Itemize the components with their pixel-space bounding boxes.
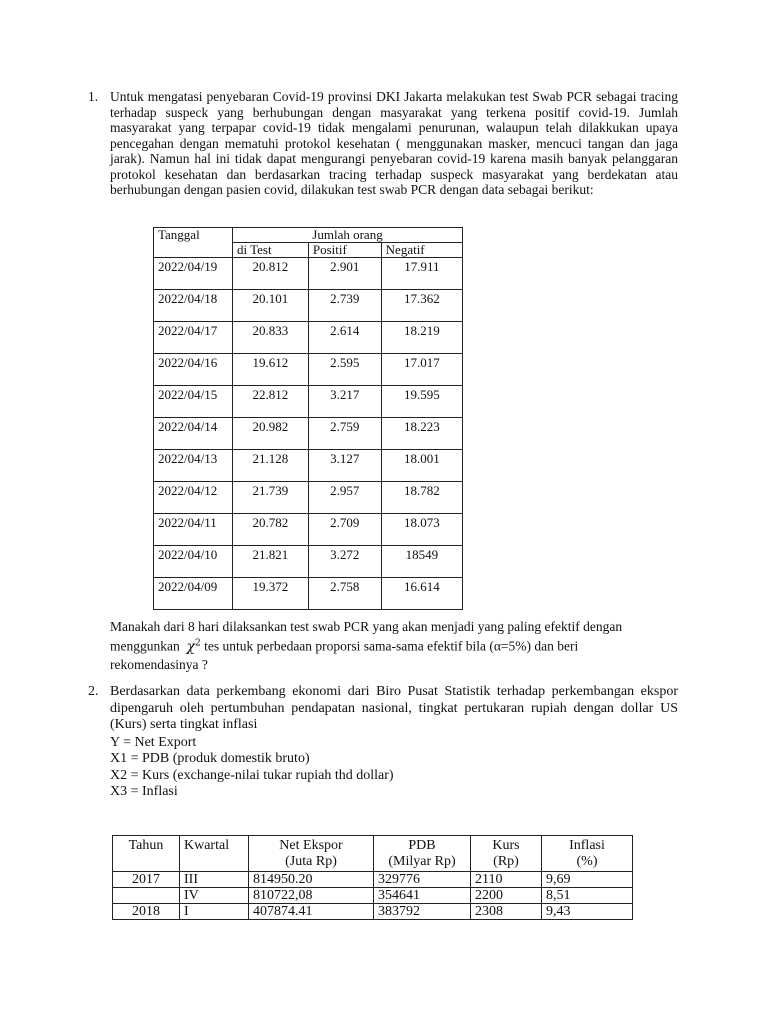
header-pdb-unit: (Milyar Rp) xyxy=(388,853,456,869)
followup-line-2-post: tes untuk perbedaan proporsi sama-sama efektif bila (α=5%) dan beri xyxy=(200,638,579,654)
header-net-ekspor-label: Net Ekspor xyxy=(279,838,343,853)
table-row xyxy=(113,888,633,904)
table-row xyxy=(154,514,463,546)
chi-square-symbol xyxy=(187,639,201,655)
cell-negative: 17.911 xyxy=(381,258,462,290)
cell-test: 20.833 xyxy=(233,322,309,354)
header-kwartal: Kwartal xyxy=(180,836,249,872)
header-net-ekspor-unit: (Juta Rp) xyxy=(285,853,337,869)
cell-positive: 2.758 xyxy=(308,578,381,610)
variable-y: Y = Net Export xyxy=(110,734,197,750)
table-row xyxy=(113,872,633,888)
cell-negative: 18.782 xyxy=(381,482,462,514)
cell-tahun: 2017 xyxy=(113,872,180,888)
cell-positive: 3.127 xyxy=(308,450,381,482)
cell-positive: 2.739 xyxy=(308,290,381,322)
chi-letter: χ xyxy=(186,638,195,655)
cell-net-ekspor: 810722,08 xyxy=(249,888,374,904)
question-1 xyxy=(88,89,678,198)
header-kurs-unit: (Rp) xyxy=(493,853,519,869)
variable-x3: X3 = Inflasi xyxy=(110,784,178,799)
cell-positive: 2.614 xyxy=(308,322,381,354)
header-kurs xyxy=(471,836,542,872)
cell-negative: 17.362 xyxy=(381,290,462,322)
followup-line-1: Manakah dari 8 hari dilaksankan test swab PCR yang akan menjadi yang paling efektif dengan xyxy=(110,619,623,634)
table-row xyxy=(154,386,463,418)
cell-kwartal: III xyxy=(180,872,249,888)
cell-date: 2022/04/14 xyxy=(154,418,233,450)
cell-negative: 17.017 xyxy=(381,354,462,386)
cell-date: 2022/04/15 xyxy=(154,386,233,418)
followup-line-3: rekomendasinya ? xyxy=(110,656,208,672)
cell-test: 20.782 xyxy=(233,514,309,546)
cell-inflasi: 8,51 xyxy=(542,888,633,904)
header-net-ekspor xyxy=(249,836,374,872)
header-negatif: Negatif xyxy=(381,243,462,258)
table-row xyxy=(154,258,463,290)
cell-date: 2022/04/16 xyxy=(154,354,233,386)
chi-exponent: 2 xyxy=(194,638,201,648)
table-row xyxy=(154,354,463,386)
header-positif: Positif xyxy=(308,243,381,258)
question-2-text: Berdasarkan data perkembang ekonomi dari Biro Pusat Statistik terhadap perkembangan ekspor dipengaruh oleh pertumbuhan pendapatan nasional, tingkat pertukaran rupiah dengan dollar US (Kurs) serta tingkat inflasi xyxy=(110,684,678,732)
table-row xyxy=(154,450,463,482)
table-row xyxy=(154,482,463,514)
cell-pdb: 354641 xyxy=(374,888,471,904)
cell-tahun xyxy=(113,888,180,904)
cell-date: 2022/04/18 xyxy=(154,290,233,322)
header-inflasi xyxy=(542,836,633,872)
cell-test: 21.739 xyxy=(233,482,309,514)
cell-date: 2022/04/11 xyxy=(154,514,233,546)
header-tanggal: Tanggal xyxy=(154,228,233,258)
table-row xyxy=(154,578,463,610)
cell-positive: 2.901 xyxy=(308,258,381,290)
cell-date: 2022/04/19 xyxy=(154,258,233,290)
variable-x1: X1 = PDB (produk domestik bruto) xyxy=(110,751,310,766)
cell-test: 20.812 xyxy=(233,258,309,290)
cell-net-ekspor: 814950.20 xyxy=(249,872,374,888)
question-1-followup xyxy=(110,618,670,673)
followup-line-2 xyxy=(110,635,670,656)
cell-positive: 3.217 xyxy=(308,386,381,418)
cell-positive: 3.272 xyxy=(308,546,381,578)
cell-date: 2022/04/17 xyxy=(154,322,233,354)
economic-data-table xyxy=(112,835,633,920)
question-1-text: Untuk mengatasi penyebaran Covid-19 provinsi DKI Jakarta melakukan test Swab PCR sebagai tracing terhadap suspeck yang berhubungan dengan masyarakat yang terkena positif covid-19. Jumlah masyarakat yang terpapar covid-19 tidak mengalami penurunan, walaupun telah dilakkukan upaya pencegahan dengan mematuhi protokol kesehatan ( menggunakan masker, mencuci tangan dan jaga jarak). Namun hal ini tidak dapat mengurangi penyebaran covid-19 karena masih banyak pelanggaran protokol kesehatan dan berdasarkan tracing terhadap suspeck masyarakat yang berdekatan atau berhubungan dengan pasien covid, dilakukan test swab PCR dengan data sebagai berikut: xyxy=(110,89,678,197)
cell-kwartal: IV xyxy=(180,888,249,904)
question-2-number: 2. xyxy=(88,684,99,699)
cell-positive: 2.709 xyxy=(308,514,381,546)
cell-negative: 18.219 xyxy=(381,322,462,354)
cell-tahun: 2018 xyxy=(113,904,180,920)
cell-positive: 2.759 xyxy=(308,418,381,450)
cell-pdb: 383792 xyxy=(374,904,471,920)
header-kurs-label: Kurs xyxy=(492,838,520,853)
header-di-test: di Test xyxy=(233,243,309,258)
cell-kurs: 2200 xyxy=(471,888,542,904)
table-row xyxy=(113,904,633,920)
cell-test: 19.372 xyxy=(233,578,309,610)
cell-kwartal: I xyxy=(180,904,249,920)
cell-test: 20.101 xyxy=(233,290,309,322)
header-inflasi-unit: (%) xyxy=(576,853,598,869)
question-1-number: 1. xyxy=(88,89,99,104)
header-jumlah-orang: Jumlah orang xyxy=(233,228,463,243)
header-pdb xyxy=(374,836,471,872)
followup-line-2-pre: menggunkan xyxy=(110,638,180,654)
cell-inflasi: 9,69 xyxy=(542,872,633,888)
variable-x2: X2 = Kurs (exchange-nilai tukar rupiah thd dollar) xyxy=(110,767,394,783)
cell-negative: 18549 xyxy=(381,546,462,578)
cell-pdb: 329776 xyxy=(374,872,471,888)
table-row xyxy=(154,418,463,450)
question-2 xyxy=(88,684,678,801)
cell-negative: 16.614 xyxy=(381,578,462,610)
variable-list xyxy=(110,735,678,801)
cell-kurs: 2110 xyxy=(471,872,542,888)
cell-test: 22.812 xyxy=(233,386,309,418)
cell-test: 19.612 xyxy=(233,354,309,386)
cell-test: 21.128 xyxy=(233,450,309,482)
table-row xyxy=(154,546,463,578)
header-inflasi-label: Inflasi xyxy=(569,838,605,853)
cell-inflasi: 9,43 xyxy=(542,904,633,920)
cell-date: 2022/04/12 xyxy=(154,482,233,514)
cell-net-ekspor: 407874.41 xyxy=(249,904,374,920)
cell-test: 21.821 xyxy=(233,546,309,578)
cell-negative: 19.595 xyxy=(381,386,462,418)
cell-negative: 18.001 xyxy=(381,450,462,482)
cell-date: 2022/04/10 xyxy=(154,546,233,578)
table-row xyxy=(154,322,463,354)
cell-negative: 18.073 xyxy=(381,514,462,546)
cell-positive: 2.957 xyxy=(308,482,381,514)
cell-test: 20.982 xyxy=(233,418,309,450)
cell-negative: 18.223 xyxy=(381,418,462,450)
table-row xyxy=(154,290,463,322)
covid-test-table xyxy=(153,227,463,610)
cell-positive: 2.595 xyxy=(308,354,381,386)
header-tahun: Tahun xyxy=(113,836,180,872)
cell-date: 2022/04/09 xyxy=(154,578,233,610)
header-pdb-label: PDB xyxy=(408,838,436,853)
cell-date: 2022/04/13 xyxy=(154,450,233,482)
cell-kurs: 2308 xyxy=(471,904,542,920)
